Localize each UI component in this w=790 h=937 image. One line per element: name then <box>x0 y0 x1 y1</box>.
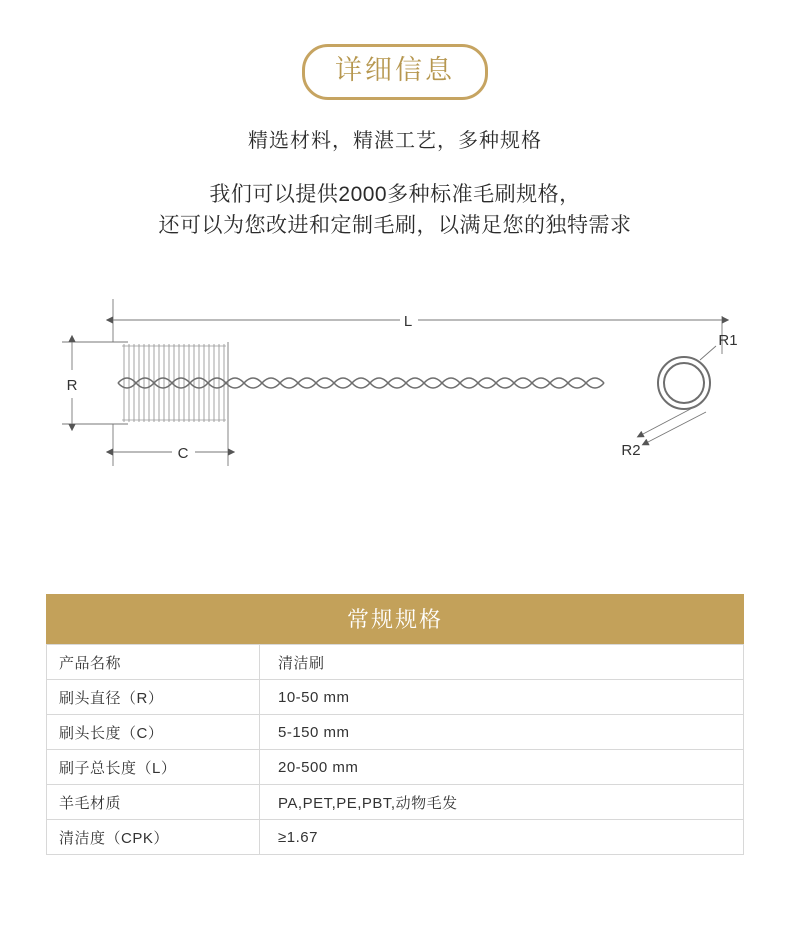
spec-value: PA,PET,PE,PBT,动物毛发 <box>260 785 744 820</box>
table-row <box>47 680 744 715</box>
brush-technical-drawing <box>0 294 790 524</box>
spec-table <box>46 594 744 855</box>
spec-value: 10-50 mm <box>260 680 744 715</box>
spec-key: 刷头长度（C） <box>47 715 260 750</box>
spec-table-caption: 常规规格 <box>46 594 744 644</box>
spec-value: 5-150 mm <box>260 715 744 750</box>
dimension-label-R1: R1 <box>718 331 738 349</box>
table-row <box>47 750 744 785</box>
intro-line-1: 精选材料，精湛工艺，多种规格 <box>248 129 542 152</box>
dimension-label-C: C <box>177 444 189 462</box>
spec-key: 清洁度（CPK） <box>47 820 260 855</box>
spec-value: ≥1.67 <box>260 820 744 855</box>
spec-key: 刷头直径（R） <box>47 680 260 715</box>
dimension-label-R2: R2 <box>621 441 641 459</box>
table-row <box>47 785 744 820</box>
table-row <box>47 715 744 750</box>
spec-value: 20-500 mm <box>260 750 744 785</box>
dimension-label-L: L <box>403 312 413 330</box>
header-section <box>0 0 790 100</box>
spec-key: 刷子总长度（L） <box>47 750 260 785</box>
spec-value: 清洁刷 <box>260 645 744 680</box>
dimension-label-R: R <box>66 376 78 394</box>
intro-line-2: 我们可以提供2000多种标准毛刷规格， <box>209 182 581 206</box>
intro-section <box>0 124 790 242</box>
spec-key: 产品名称 <box>47 645 260 680</box>
spec-key: 羊毛材质 <box>47 785 260 820</box>
page-title-badge: 详细信息 <box>302 44 488 100</box>
spec-table-section <box>46 594 744 855</box>
table-row <box>47 645 744 680</box>
table-row <box>47 820 744 855</box>
spec-table-body <box>47 645 744 855</box>
intro-line-3: 还可以为您改进和定制毛刷，以满足您的独特需求 <box>158 214 632 238</box>
